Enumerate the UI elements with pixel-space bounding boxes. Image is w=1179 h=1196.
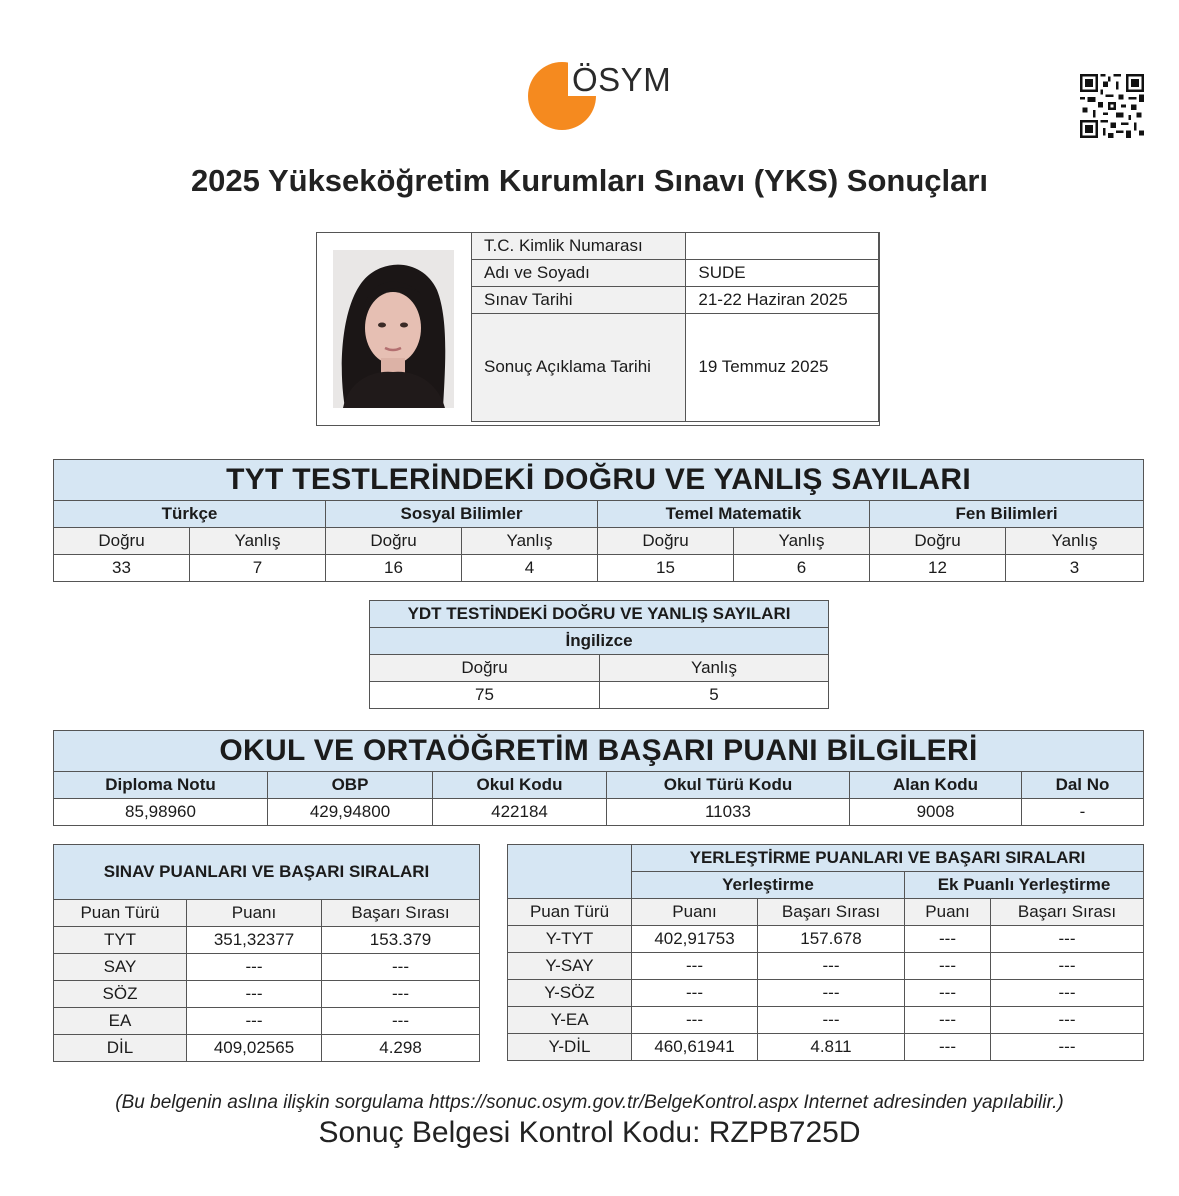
ek-basari-sirasi: --- (991, 1034, 1144, 1061)
tyt-results-table (53, 459, 1144, 582)
puan: 409,02565 (187, 1035, 322, 1062)
header-alan-kodu: Alan Kodu (850, 772, 1022, 799)
basari-sirasi: --- (758, 1007, 905, 1034)
basari-sirasi: --- (322, 981, 480, 1008)
header-okul-turu: Okul Türü Kodu (607, 772, 850, 799)
exam-scores-table (53, 844, 480, 1062)
yanlis-label: Yanlış (600, 655, 829, 682)
yanlis-label: Yanlış (462, 528, 598, 555)
value-name: SUDE (686, 259, 879, 286)
ek-basari-sirasi: --- (991, 980, 1144, 1007)
page-title: 2025 Yükseköğretim Kurumları Sınavı (YKS) Sonuçları (190, 163, 989, 198)
label-exam-date: Sınav Tarihi (472, 286, 686, 313)
school-info-table (53, 730, 1144, 826)
dogru-label: Doğru (54, 528, 190, 555)
puan: --- (187, 981, 322, 1008)
sinav-title: SINAV PUANLARI VE BAŞARI SIRALARI (54, 845, 480, 900)
header-puani: Puanı (632, 899, 758, 926)
value-okul-kodu: 422184 (433, 799, 607, 826)
table-row (54, 927, 480, 954)
puan-turu: SÖZ (54, 981, 187, 1008)
puan: 460,61941 (632, 1034, 758, 1061)
label-tc: T.C. Kimlik Numarası (472, 232, 686, 259)
puan: --- (632, 953, 758, 980)
identity-table (471, 232, 879, 422)
group-yerlestirme: Yerleştirme (632, 872, 905, 899)
ek-puan: --- (905, 1034, 991, 1061)
yer-title: YERLEŞTİRME PUANLARI VE BAŞARI SIRALARI (632, 845, 1144, 872)
header-puan-turu: Puan Türü (508, 899, 632, 926)
ek-puan: --- (905, 980, 991, 1007)
header-basari-sirasi: Başarı Sırası (322, 900, 480, 927)
okul-title: OKUL VE ORTAÖĞRETİM BAŞARI PUANI BİLGİLERİ (54, 731, 1144, 772)
puan: --- (187, 1008, 322, 1035)
sosyal-yanlis: 4 (462, 555, 598, 582)
matematik-yanlis: 6 (734, 555, 870, 582)
header-dal-no: Dal No (1022, 772, 1144, 799)
table-row (54, 555, 1144, 582)
value-exam-date: 21-22 Haziran 2025 (686, 286, 879, 313)
placement-scores-table (507, 844, 1144, 1061)
table-row (508, 1007, 1144, 1034)
subject-turkce: Türkçe (54, 501, 326, 528)
group-ek-puanli: Ek Puanlı Yerleştirme (905, 872, 1144, 899)
basari-sirasi: 4.298 (322, 1035, 480, 1062)
puan: --- (632, 980, 758, 1007)
yanlis-label: Yanlış (734, 528, 870, 555)
header-okul-kodu: Okul Kodu (433, 772, 607, 799)
fen-dogru: 12 (870, 555, 1006, 582)
qr-code-icon (1080, 74, 1144, 138)
ydt-title: YDT TESTİNDEKİ DOĞRU VE YANLIŞ SAYILARI (370, 601, 829, 628)
puan-turu: Y-TYT (508, 926, 632, 953)
table-row (508, 926, 1144, 953)
puan: 351,32377 (187, 927, 322, 954)
value-tc (686, 232, 879, 259)
puan: --- (187, 954, 322, 981)
table-row (472, 259, 879, 286)
basari-sirasi: --- (322, 954, 480, 981)
ek-basari-sirasi: --- (991, 953, 1144, 980)
value-obp: 429,94800 (268, 799, 433, 826)
dogru-label: Doğru (326, 528, 462, 555)
label-name: Adı ve Soyadı (472, 259, 686, 286)
basari-sirasi: 153.379 (322, 927, 480, 954)
puan: 402,91753 (632, 926, 758, 953)
empty-header-cell (508, 845, 632, 899)
header-basari-sirasi: Başarı Sırası (758, 899, 905, 926)
puan-turu: EA (54, 1008, 187, 1035)
table-row (54, 799, 1144, 826)
subject-matematik: Temel Matematik (598, 501, 870, 528)
tyt-title: TYT TESTLERİNDEKİ DOĞRU VE YANLIŞ SAYILARI (54, 460, 1144, 501)
fen-yanlis: 3 (1006, 555, 1144, 582)
control-code: Sonuç Belgesi Kontrol Kodu: RZPB725D (318, 1116, 861, 1149)
header-ek-basari-sirasi: Başarı Sırası (991, 899, 1144, 926)
table-row (54, 981, 480, 1008)
ek-puan: --- (905, 1007, 991, 1034)
table-row (472, 313, 879, 421)
header-obp: OBP (268, 772, 433, 799)
label-result-date: Sonuç Açıklama Tarihi (472, 313, 686, 421)
turkce-yanlis: 7 (190, 555, 326, 582)
ydt-dogru: 75 (370, 682, 600, 709)
value-alan-kodu: 9008 (850, 799, 1022, 826)
dogru-label: Doğru (598, 528, 734, 555)
value-dal-no: - (1022, 799, 1144, 826)
puan-turu: Y-SAY (508, 953, 632, 980)
value-result-date: 19 Temmuz 2025 (686, 313, 879, 421)
basari-sirasi: --- (758, 980, 905, 1007)
osym-logo (528, 62, 678, 132)
table-row (370, 682, 829, 709)
puan-turu: DİL (54, 1035, 187, 1062)
value-diploma: 85,98960 (54, 799, 268, 826)
candidate-photo (333, 250, 454, 408)
puan-turu: Y-DİL (508, 1034, 632, 1061)
table-row (508, 1034, 1144, 1061)
subject-sosyal: Sosyal Bilimler (326, 501, 598, 528)
puan: --- (632, 1007, 758, 1034)
basari-sirasi: 4.811 (758, 1034, 905, 1061)
matematik-dogru: 15 (598, 555, 734, 582)
verification-note: (Bu belgenin aslına ilişkin sorgulama https://sonuc.osym.gov.tr/BelgeKontrol.aspx Internet adresinden yapılabilir.) (115, 1092, 1064, 1113)
table-row (54, 1008, 480, 1035)
basari-sirasi: --- (322, 1008, 480, 1035)
ek-basari-sirasi: --- (991, 1007, 1144, 1034)
header-ek-puani: Puanı (905, 899, 991, 926)
identity-section (316, 232, 880, 426)
ek-basari-sirasi: --- (991, 926, 1144, 953)
table-row (508, 953, 1144, 980)
table-row (54, 954, 480, 981)
table-row (472, 232, 879, 259)
header-puan-turu: Puan Türü (54, 900, 187, 927)
ydt-results-table (369, 600, 829, 709)
sosyal-dogru: 16 (326, 555, 462, 582)
ydt-yanlis: 5 (600, 682, 829, 709)
ek-puan: --- (905, 926, 991, 953)
puan-turu: Y-EA (508, 1007, 632, 1034)
header-diploma: Diploma Notu (54, 772, 268, 799)
subject-fen: Fen Bilimleri (870, 501, 1144, 528)
dogru-label: Doğru (870, 528, 1006, 555)
ydt-subject: İngilizce (370, 628, 829, 655)
basari-sirasi: 157.678 (758, 926, 905, 953)
ek-puan: --- (905, 953, 991, 980)
turkce-dogru: 33 (54, 555, 190, 582)
table-row (54, 1035, 480, 1062)
table-row (508, 980, 1144, 1007)
puan-turu: Y-SÖZ (508, 980, 632, 1007)
table-row (472, 286, 879, 313)
value-okul-turu: 11033 (607, 799, 850, 826)
puan-turu: TYT (54, 927, 187, 954)
logo-text: ÖSYM (568, 62, 675, 96)
yanlis-label: Yanlış (1006, 528, 1144, 555)
puan-turu: SAY (54, 954, 187, 981)
basari-sirasi: --- (758, 953, 905, 980)
yanlis-label: Yanlış (190, 528, 326, 555)
header-puani: Puanı (187, 900, 322, 927)
dogru-label: Doğru (370, 655, 600, 682)
